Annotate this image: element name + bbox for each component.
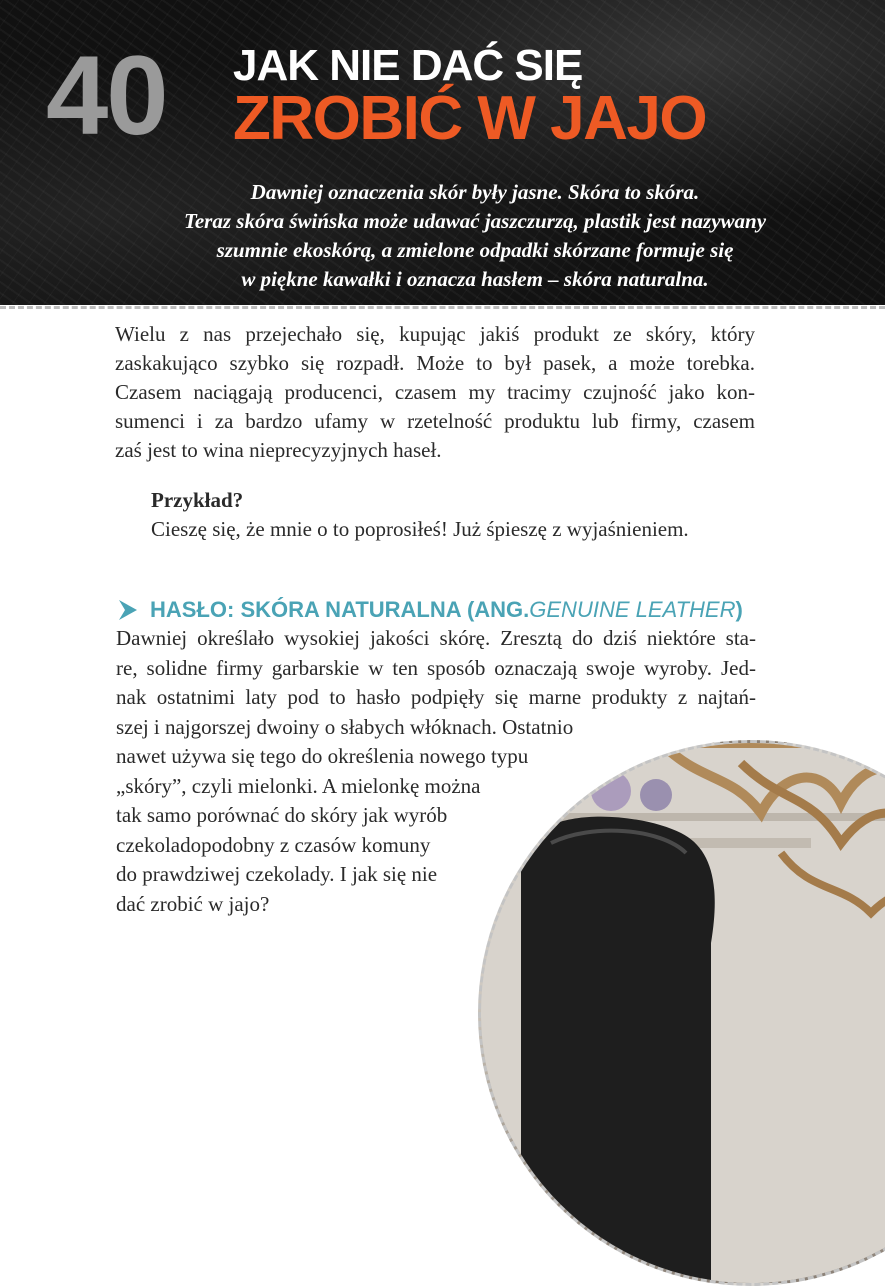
text-line: zaskakująco szybko się rozpadł. Może to był pasek, a może torebka. [115, 351, 755, 375]
section-heading-italic: GENUINE LEATHER [529, 597, 736, 622]
text-line: Wielu z nas przejechało się, kupując jakiś produkt ze skóry, który [115, 322, 755, 346]
text-line: nawet używa się tego do określenia nowego typu [116, 744, 529, 768]
chevron-right-icon [116, 598, 140, 622]
chapter-number: 40 [46, 33, 167, 158]
text-line: zaś jest to wina nieprecyzyjnych haseł. [115, 438, 442, 462]
text-line: do prawdziwej czekolady. I jak się nie [116, 862, 438, 886]
text-line: sumenci i za bardzo ufamy w rzetelność produktu lub firmy, czasem [115, 409, 755, 433]
example-title: Przykład? [151, 488, 244, 512]
section-heading [116, 596, 743, 624]
lead-line: Teraz skóra świńska może udawać jaszczurzą, plastik jest nazywany [183, 209, 767, 233]
chapter-lead [100, 178, 850, 294]
example-block [151, 486, 791, 544]
text-line: szej i najgorszej dwoiny o słabych włóknach. Ostatnio [116, 714, 574, 739]
text-line: czekoladopodobny z czasów komuny [116, 832, 431, 857]
text-line: Dawniej określało wysokiej jakości skórę. Zresztą do dziś niektóre sta- [116, 626, 756, 650]
intro-paragraph [115, 320, 755, 465]
chapter-header [0, 0, 885, 305]
section-heading-main: HASŁO: SKÓRA NATURALNA (ANG. [150, 597, 530, 622]
text-line: dać zrobić w jajo? [116, 891, 270, 916]
text-line: nak ostatnimi laty pod to hasło podpięły się marne produkty z najtań- [116, 685, 756, 709]
lead-line: Dawniej oznaczenia skór były jasne. Skóra to skóra. [250, 180, 700, 204]
section-heading-close: ) [735, 597, 743, 622]
chapter-title-line2: ZROBIĆ W JAJO [233, 84, 707, 153]
text-line: „skóry”, czyli mielonki. A mielonkę można [116, 773, 481, 798]
text-line: re, solidne firmy garbarskie w ten sposób oznaczają swoje wyroby. Jed- [116, 655, 756, 680]
lead-line: szumnie ekoskórą, a zmielone odpadki skórzane formuje się [216, 238, 734, 262]
lead-line: w piękne kawałki i oznacza hasłem – skóra naturalna. [241, 267, 709, 291]
text-line: Czasem naciągają producenci, czasem my tracimy czujność jako kon- [115, 380, 755, 404]
dashed-divider [0, 306, 885, 309]
text-line: tak samo porównać do skóry jak wyrób [116, 803, 448, 827]
example-text: Cieszę się, że mnie o to poprosiłeś! Już śpieszę z wyjaśnieniem. [151, 517, 689, 541]
chapter-title-line1: JAK NIE DAĆ SIĘ [233, 41, 583, 90]
